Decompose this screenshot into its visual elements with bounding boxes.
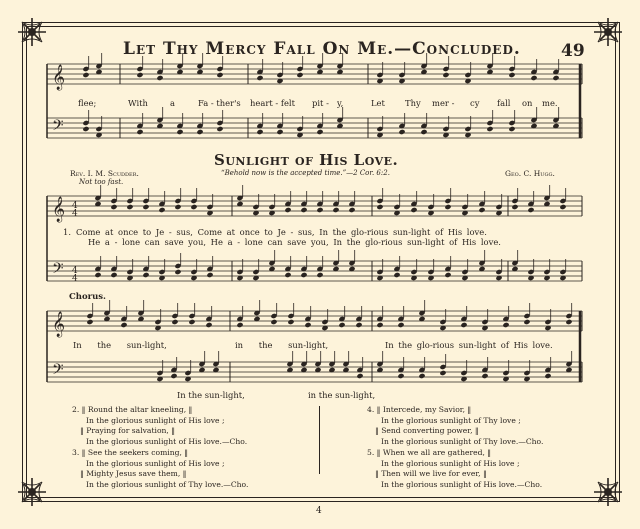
h1-b-note [316,129,323,135]
h2-s2-t-note [270,319,277,325]
h2-s1-t-note [190,204,197,210]
h2-s1-b-note [206,272,213,278]
verse-3-line-4: In the glorious sunlight of Thy love.—Cho. [86,479,249,489]
h2-s2-t-note [304,322,311,328]
time-signature: 4 [72,209,78,219]
bass-clef-icon: 𝄢 [52,260,64,281]
h1-b-note [216,126,223,132]
h2-s2-b-note [356,373,363,379]
hymn1-lyric-word: fall [497,98,511,108]
verse-5-line-1: 5. ‖ When we all are gathered, ‖ [367,447,492,457]
h1-t-note [530,75,537,81]
chorus-line1-c: In the glo-rious sun-light of His love. [385,340,553,350]
h2-s2-t-note [188,319,195,325]
h2-s1-t-note [444,204,451,210]
h1-b-note [420,129,427,135]
treble-clef-icon: 𝄞 [52,65,66,90]
h2-s1-t-note [142,204,149,210]
verse1-line1: Come at once to Je - sus, Come at once to Je - sus, In the glo-rious sun-light of His love. [76,227,487,237]
h2-s2-t-note [236,322,243,328]
verse-4-line-3: ‖ Send converting power, ‖ [375,426,479,436]
hymn1-lyric-word: a [170,98,175,108]
verse-4-line-4: In the glorious sunlight of Thy love.—Cho. [381,437,544,447]
h1-t-note [296,72,303,78]
h1-t-note [442,72,449,78]
h2-s2-t-note [287,319,294,325]
h2-s1-t-note [316,207,323,213]
verse1-number: 1. [63,227,71,237]
hymn2-tempo: Not too fast. [79,178,124,186]
treble-clef-icon: 𝄞 [52,197,66,222]
h1-b-note [82,126,89,132]
h1-t-note [508,72,515,78]
h2-s1-b-note [110,272,117,278]
h2-s2-t-note [502,322,509,328]
chorus-line2-a: In the sun-light, [177,390,245,400]
bass-clef-icon: 𝄢 [52,361,64,382]
h2-s1-t-note [511,204,518,210]
h2-s2-b-note [439,370,446,376]
verses-left [72,405,248,491]
h2-s1-t-note [284,207,291,213]
verse-5-line-3: ‖ Then will we live for ever, ‖ [375,469,487,479]
verse-4-line-1: 4. ‖ Intercede, my Savior, ‖ [367,405,472,414]
time-signature: 4 [72,201,78,211]
h2-s2-t-note [86,319,93,325]
h1-t-note [216,72,223,78]
hymn1-title: Let Thy Mercy Fall On Me.—Concluded. [123,39,521,59]
hymn2-author: Rev. I. M. Scudder. [70,169,139,178]
h1-b-note [508,126,515,132]
verse-3-line-3: ‖ Mighty Jesus save them, ‖ [80,469,187,479]
verse-3-line-2: In the glorious sunlight of His love ; [86,458,225,468]
h2-s2-b-note [418,373,425,379]
hymn1-lyric-word: Thy [405,98,421,108]
hymn1-lyric-word: heart - felt [250,98,295,108]
h1-t-note [156,75,163,81]
h2-s2-b-note [170,373,177,379]
page-number-bottom: 4 [316,506,322,516]
h2-s2-t-note [171,319,178,325]
h1-b-note [486,126,493,132]
page-number-top: 49 [561,41,585,61]
h2-s1-t-note [559,204,566,210]
h2-s2-b-note [397,373,404,379]
h2-s1-b-note [284,272,291,278]
h1-b-note [398,129,405,135]
hymn1-lyric-word: on [522,98,533,108]
h2-s1-b-note [174,269,181,275]
h1-b-note [276,129,283,135]
verse-2-line-2: In the glorious sunlight of His love ; [86,415,225,425]
verse-2-line-4: In the glorious sunlight of His love.—Cho. [86,437,248,447]
h1-t-note [552,75,559,81]
verse-3-line-1: 3. ‖ See the seekers coming, ‖ [72,447,189,457]
h2-s2-t-note [460,322,467,328]
hymn1-lyric-word: Let [371,98,385,108]
h2-s1-t-note [410,207,417,213]
h2-s1-t-note [348,207,355,213]
h2-s2-t-note [205,322,212,328]
h2-s2-t-note [120,322,127,328]
chorus-line1-b: in the sun-light, [235,340,329,350]
hymn1-lyric-word: pit - [312,98,329,108]
h2-s1-b-note [142,272,149,278]
h2-s1-t-note [527,207,534,213]
h1-b-note [256,129,263,135]
h1-t-note [136,72,143,78]
hymn1-lyric-word: me. [542,98,558,108]
h2-s1-t-note [376,204,383,210]
h2-s2-t-note [397,322,404,328]
hymn1-lyric-word: mer - [432,98,455,108]
h2-s1-t-note [332,207,339,213]
h2-s2-t-note [376,322,383,328]
hymn2-composer: Geo. C. Hugg. [505,169,555,178]
verse-2-line-3: ‖ Praying for salvation, ‖ [80,426,176,436]
hymn1-lyric-word: With [128,98,148,108]
verses-right [367,405,543,491]
h1-b-note [176,129,183,135]
verses-divider [319,406,320,474]
h2-s2-t-note [523,319,530,325]
verse-5-line-4: In the glorious sunlight of His love.—Cho. [381,479,543,489]
bass-clef-icon: 𝄢 [52,117,64,138]
h2-s2-t-note [338,322,345,328]
h1-b-note [136,129,143,135]
h2-s1-t-note [300,207,307,213]
verse1-line2: He a - lone can save you, He a - lone can save you, In the glo-rious sun-light of His love. [88,237,501,247]
h1-b-note [196,129,203,135]
hymn2-scripture: “Behold now is the accepted time.”—2 Cor. 6:2. [221,169,390,177]
chorus-line1-a: In the sun-light, [73,340,167,350]
chorus-label: Chorus. [69,292,107,302]
h2-s2-t-note [565,319,572,325]
hymn1-lyric-word: flee; [78,98,97,108]
treble-clef-icon: 𝄞 [52,312,66,337]
verse-4-line-2: In the glorious sunlight of Thy love ; [381,415,521,425]
h1-t-note [82,72,89,78]
h1-t-note [256,75,263,81]
h2-s2-b-note [544,373,551,379]
h2-s1-t-note [174,204,181,210]
h2-s1-t-note [110,204,117,210]
h2-s1-t-note [158,207,165,213]
time-signature: 4 [72,274,78,284]
hymn1-lyric-word: Fa - ther's [198,98,241,108]
hymn1-lyric-word: cy [470,98,480,108]
h2-s2-b-note [481,373,488,379]
chorus-line2-b: in the sun-light, [308,390,376,400]
h2-s1-b-note [300,272,307,278]
h2-s1-b-note [393,272,400,278]
hymn1-lyric-word: y, [337,98,344,108]
h2-s2-t-note [355,322,362,328]
verse-2-line-1: 2. ‖ Round the altar kneeling, ‖ [72,405,193,414]
h2-s1-t-note [478,207,485,213]
h2-s1-t-note [126,204,133,210]
time-signature: 4 [72,266,78,276]
verse-5-line-2: In the glorious sunlight of His love ; [381,458,520,468]
h2-s1-b-note [444,272,451,278]
h2-s1-b-note [316,272,323,278]
hymn2-title: Sunlight of His Love. [214,151,399,169]
h2-s1-b-note [94,272,101,278]
